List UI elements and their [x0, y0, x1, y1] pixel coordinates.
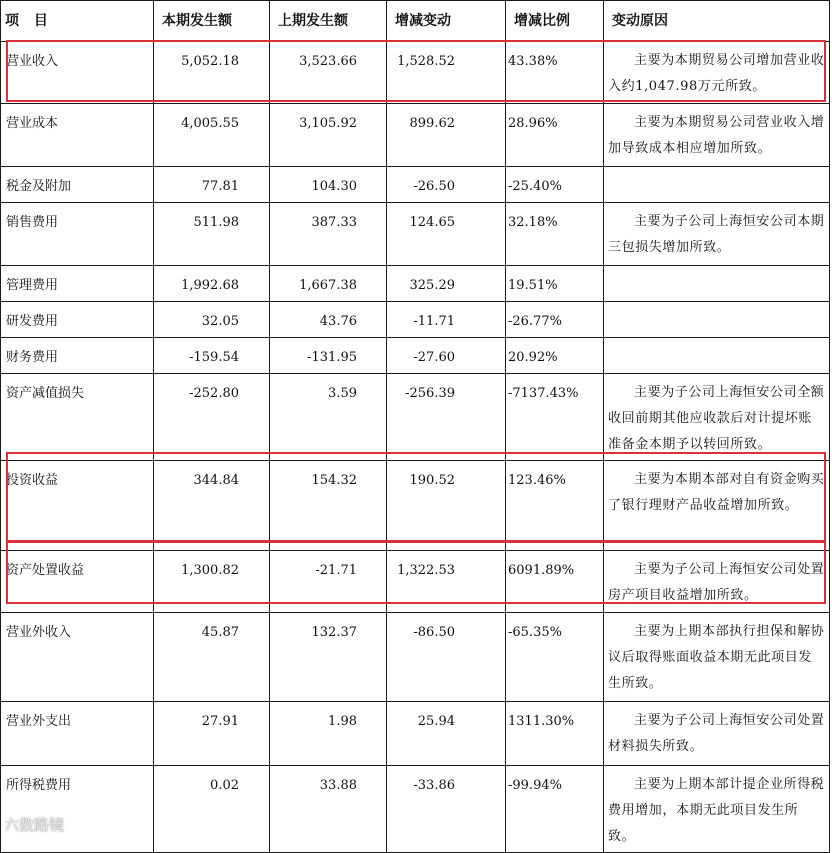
previous-cell: 132.37: [270, 613, 387, 702]
header-row: [1, 1, 830, 42]
header-item: 项 目: [1, 1, 154, 42]
reason-cell: 主要为子公司上海恒安公司全额收回前期其他应收款后对计提坏账准备金本期予以转回所致。: [604, 374, 830, 461]
ratio-cell: 43.38%: [506, 42, 604, 104]
ratio-cell: 1311.30%: [506, 702, 604, 766]
ratio-cell: 6091.89%: [506, 551, 604, 613]
item-cell: 研发费用: [1, 302, 154, 338]
current-cell: 1,300.82: [154, 551, 270, 613]
current-cell: 0.02: [154, 766, 270, 853]
previous-cell: 43.76: [270, 302, 387, 338]
table-row: [1, 551, 830, 613]
table-row: [1, 42, 830, 104]
item-cell: 营业收入: [1, 42, 154, 104]
change-cell: -256.39: [387, 374, 506, 461]
ratio-cell: 19.51%: [506, 266, 604, 302]
previous-cell: -21.71: [270, 551, 387, 613]
table-row: [1, 374, 830, 461]
table-row: [1, 104, 830, 167]
header-previous: 上期发生额: [270, 1, 387, 42]
watermark: 六数路镜: [4, 816, 65, 834]
reason-cell: 主要为子公司上海恒安公司本期三包损失增加所致。: [604, 203, 830, 266]
previous-cell: 33.88: [270, 766, 387, 853]
current-cell: -252.80: [154, 374, 270, 461]
table-row: [1, 167, 830, 203]
table-row: [1, 338, 830, 374]
previous-cell: 387.33: [270, 203, 387, 266]
current-cell: 27.91: [154, 702, 270, 766]
header-current: 本期发生额: [154, 1, 270, 42]
table-row: [1, 266, 830, 302]
current-cell: 4,005.55: [154, 104, 270, 167]
reason-cell: 主要为上期本部执行担保和解协议后取得账面收益本期无此项目发生所致。: [604, 613, 830, 702]
change-cell: -11.71: [387, 302, 506, 338]
table-row: [1, 302, 830, 338]
reason-cell: 主要为本期本部对自有资金购买了银行理财产品收益增加所致。: [604, 461, 830, 551]
previous-cell: 154.32: [270, 461, 387, 551]
ratio-cell: -65.35%: [506, 613, 604, 702]
reason-cell: [604, 167, 830, 203]
reason-cell: 主要为子公司上海恒安公司处置房产项目收益增加所致。: [604, 551, 830, 613]
ratio-cell: 28.96%: [506, 104, 604, 167]
item-cell: 资产处置收益: [1, 551, 154, 613]
ratio-cell: -99.94%: [506, 766, 604, 853]
ratio-cell: 123.46%: [506, 461, 604, 551]
ratio-cell: -7137.43%: [506, 374, 604, 461]
reason-cell: [604, 266, 830, 302]
change-cell: -26.50: [387, 167, 506, 203]
item-cell: 资产减值损失: [1, 374, 154, 461]
change-cell: 124.65: [387, 203, 506, 266]
item-cell: 财务费用: [1, 338, 154, 374]
reason-cell: [604, 302, 830, 338]
table-row: [1, 766, 830, 853]
table-row: [1, 461, 830, 551]
ratio-cell: 20.92%: [506, 338, 604, 374]
previous-cell: 104.30: [270, 167, 387, 203]
current-cell: 77.81: [154, 167, 270, 203]
current-cell: 32.05: [154, 302, 270, 338]
item-cell: 管理费用: [1, 266, 154, 302]
reason-cell: 主要为子公司上海恒安公司处置材料损失所致。: [604, 702, 830, 766]
previous-cell: 1,667.38: [270, 266, 387, 302]
previous-cell: 3,105.92: [270, 104, 387, 167]
item-cell: 营业外支出: [1, 702, 154, 766]
table-row: [1, 613, 830, 702]
change-cell: 899.62: [387, 104, 506, 167]
item-cell: 营业成本: [1, 104, 154, 167]
reason-cell: 主要为本期贸易公司营业收入增加导致成本相应增加所致。: [604, 104, 830, 167]
item-cell: 投资收益: [1, 461, 154, 551]
current-cell: 5,052.18: [154, 42, 270, 104]
item-cell: 税金及附加: [1, 167, 154, 203]
reason-cell: 主要为本期贸易公司增加营业收入约1,047.98万元所致。: [604, 42, 830, 104]
previous-cell: 3,523.66: [270, 42, 387, 104]
current-cell: 45.87: [154, 613, 270, 702]
change-cell: 1,528.52: [387, 42, 506, 104]
current-cell: 1,992.68: [154, 266, 270, 302]
ratio-cell: -25.40%: [506, 167, 604, 203]
reason-cell: 主要为上期本部计提企业所得税费用增加，本期无此项目发生所致。: [604, 766, 830, 853]
ratio-cell: 32.18%: [506, 203, 604, 266]
previous-cell: 3.59: [270, 374, 387, 461]
item-cell: 销售费用: [1, 203, 154, 266]
item-cell: 所得税费用: [1, 766, 154, 853]
table-row: [1, 702, 830, 766]
change-cell: -33.86: [387, 766, 506, 853]
table-row: [1, 203, 830, 266]
ratio-cell: -26.77%: [506, 302, 604, 338]
current-cell: 344.84: [154, 461, 270, 551]
change-cell: -27.60: [387, 338, 506, 374]
change-cell: 25.94: [387, 702, 506, 766]
reason-cell: [604, 338, 830, 374]
header-change: 增减变动: [387, 1, 506, 42]
current-cell: -159.54: [154, 338, 270, 374]
header-ratio: 增减比例: [506, 1, 604, 42]
change-cell: 325.29: [387, 266, 506, 302]
item-cell: 营业外收入: [1, 613, 154, 702]
previous-cell: -131.95: [270, 338, 387, 374]
header-reason: 变动原因: [604, 1, 830, 42]
current-cell: 511.98: [154, 203, 270, 266]
change-cell: 1,322.53: [387, 551, 506, 613]
change-cell: -86.50: [387, 613, 506, 702]
previous-cell: 1.98: [270, 702, 387, 766]
change-cell: 190.52: [387, 461, 506, 551]
